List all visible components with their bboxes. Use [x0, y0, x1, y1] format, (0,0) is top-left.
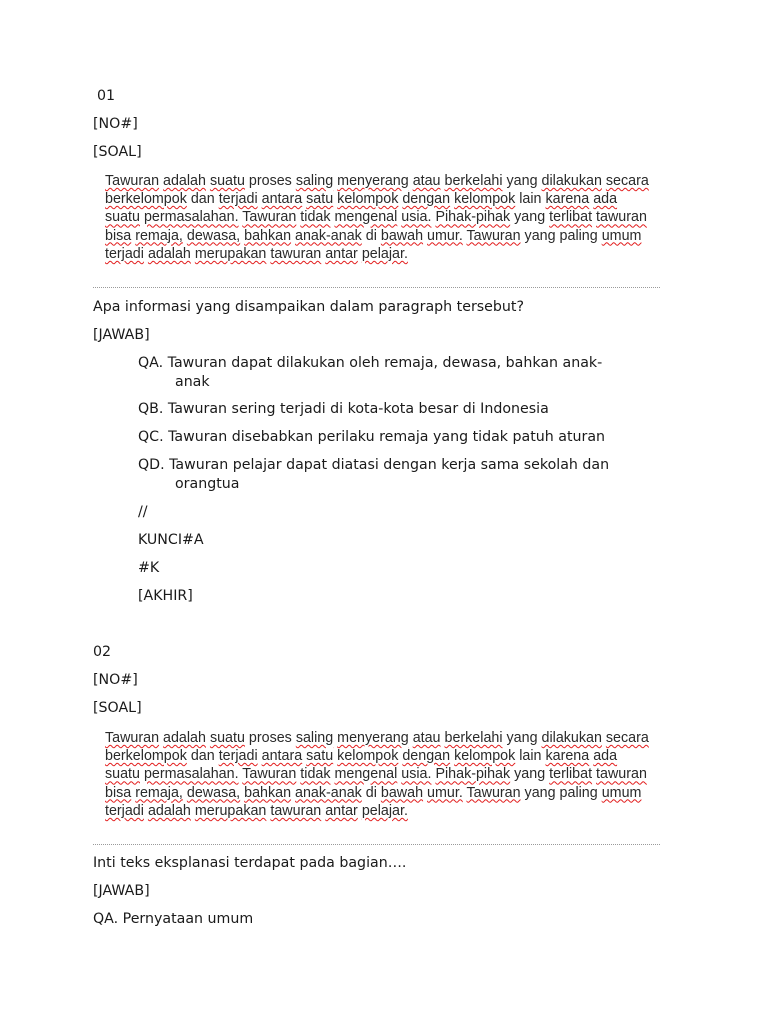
passage-word: suatu: [105, 766, 140, 783]
passage-text: [93, 729, 650, 820]
passage-word: Tawuran: [242, 766, 297, 783]
passage-word: Pihak-pihak: [435, 209, 511, 226]
no-tag: [NO#]: [93, 672, 138, 688]
question-text: Apa informasi yang disampaikan dalam paragraph tersebut?: [93, 299, 524, 315]
passage-word: kelompok: [337, 191, 399, 208]
passage-word: adalah: [163, 730, 206, 746]
passage-word: anak-anak: [295, 227, 362, 244]
passage-word: terjadi: [218, 748, 258, 765]
passage-word: tidak: [300, 766, 331, 783]
jawab-tag: [JAWAB]: [93, 327, 150, 343]
passage-word: suatu: [209, 173, 245, 189]
option-text: QB. Tawuran sering terjadi di kota-kota besar di Indonesia: [138, 401, 549, 417]
passage-word: dilakukan: [541, 730, 602, 746]
passage-word: Tawuran: [105, 730, 160, 746]
passage-word: umum: [601, 227, 642, 244]
passage-word: kelompok: [454, 191, 516, 208]
passage-word: dan: [190, 191, 215, 208]
jawab-tag: [JAWAB]: [93, 883, 150, 899]
option-b: [138, 400, 678, 419]
passage-word: usia.: [401, 766, 432, 783]
passage-word: yang: [514, 209, 546, 226]
passage-word: lain: [519, 748, 542, 765]
passage-word: ada: [593, 748, 618, 765]
passage-word: terlibat: [549, 209, 593, 226]
passage-word: dilakukan: [541, 173, 602, 189]
passage-word: bawah: [380, 227, 424, 244]
passage-word: Tawuran: [466, 784, 521, 801]
passage-word: terlibat: [549, 766, 593, 783]
passage-word: Tawuran: [242, 209, 297, 226]
option-text-continued: anak: [175, 374, 210, 390]
option-text: QC. Tawuran disebabkan perilaku remaja yang tidak patuh aturan: [138, 429, 606, 445]
passage-word: kelompok: [454, 748, 516, 765]
passage-word: berkelahi: [444, 173, 503, 189]
passage-word: bawah: [380, 784, 424, 801]
passage-word: atau: [412, 173, 441, 189]
passage-word: dengan: [402, 748, 451, 765]
passage-word: tidak: [300, 209, 331, 226]
passage-word: yang: [524, 784, 556, 801]
passage-word: secara: [605, 173, 649, 189]
passage-word: antara: [261, 748, 303, 765]
passage-word: usia.: [401, 209, 432, 226]
passage-word: permasalahan.: [143, 766, 239, 783]
passage-word: remaja,: [135, 227, 183, 244]
passage-word: permasalahan.: [143, 209, 239, 226]
passage-word: remaja,: [135, 784, 183, 801]
passage-word: kelompok: [337, 748, 399, 765]
option-d: [138, 456, 678, 494]
no-tag: [NO#]: [93, 116, 138, 132]
passage-word: karena: [545, 748, 590, 765]
passage-word: Tawuran: [105, 173, 160, 189]
passage-word: saling: [295, 730, 334, 746]
question-text: Inti teks eksplanasi terdapat pada bagian….: [93, 855, 407, 871]
passage-word: antar: [325, 802, 358, 819]
soal-tag: [SOAL]: [93, 144, 142, 160]
passage-word: satu: [306, 191, 334, 208]
passage-word: pelajar.: [361, 802, 408, 819]
passage-word: tawuran: [270, 802, 322, 819]
option-c: [138, 428, 678, 447]
passage-word: antara: [261, 191, 303, 208]
passage-word: menyerang: [337, 730, 409, 746]
passage-word: saling: [295, 173, 334, 189]
passage-word: proses: [248, 173, 292, 189]
passage-word: adalah: [163, 173, 206, 189]
passage-word: Pihak-pihak: [435, 766, 511, 783]
passage-word: tawuran: [270, 245, 322, 262]
passage-word: bisa: [105, 784, 132, 801]
passage-word: bahkan: [244, 227, 292, 244]
passage-word: dengan: [402, 191, 451, 208]
option-text: QD. Tawuran pelajar dapat diatasi dengan kerja sama sekolah dan: [138, 457, 610, 473]
passage-word: mengenal: [334, 209, 398, 226]
passage-word: bisa: [105, 227, 132, 244]
passage-word: adalah: [147, 245, 191, 262]
passage-word: umur.: [427, 784, 463, 801]
passage-word: terjadi: [105, 802, 144, 819]
passage-word: lain: [519, 191, 542, 208]
passage-box: [93, 729, 660, 845]
soal-tag: [SOAL]: [93, 700, 142, 716]
passage-word: di: [365, 784, 377, 801]
question-number: 02: [93, 644, 112, 660]
passage-word: yang: [506, 173, 538, 189]
passage-word: satu: [306, 748, 334, 765]
passage-word: berkelompok: [105, 748, 187, 765]
passage-word: karena: [545, 191, 590, 208]
passage-word: suatu: [209, 730, 245, 746]
passage-word: terjadi: [105, 245, 144, 262]
passage-word: yang: [514, 766, 546, 783]
passage-box: [93, 172, 660, 288]
passage-word: umum: [601, 784, 642, 801]
passage-word: Tawuran: [466, 227, 521, 244]
question-number: 01: [97, 88, 116, 104]
passage-word: berkelompok: [105, 191, 187, 208]
option-text-continued: orangtua: [175, 476, 240, 492]
passage-word: terjadi: [218, 191, 258, 208]
passage-word: dewasa,: [186, 227, 241, 244]
passage-word: anak-anak: [295, 784, 362, 801]
passage-word: pelajar.: [361, 245, 408, 262]
answer-key: KUNCI#A: [138, 532, 204, 548]
passage-word: umur.: [427, 227, 463, 244]
passage-word: atau: [412, 730, 441, 746]
k-tag: #K: [138, 560, 160, 576]
passage-word: tawuran: [596, 766, 647, 783]
option-a: [138, 354, 678, 392]
passage-word: antar: [325, 245, 358, 262]
passage-word: secara: [605, 730, 649, 746]
passage-word: proses: [248, 730, 292, 746]
passage-word: bahkan: [244, 784, 292, 801]
passage-word: ada: [593, 191, 618, 208]
passage-word: yang: [524, 227, 556, 244]
separator: //: [138, 504, 148, 520]
passage-word: adalah: [147, 802, 191, 819]
passage-word: paling: [559, 227, 598, 244]
passage-word: yang: [506, 730, 538, 746]
passage-word: merupakan: [194, 245, 267, 262]
passage-word: dan: [190, 748, 215, 765]
passage-text: [93, 172, 650, 263]
passage-word: berkelahi: [444, 730, 503, 746]
passage-word: paling: [559, 784, 598, 801]
passage-word: di: [365, 227, 377, 244]
passage-word: dewasa,: [186, 784, 241, 801]
passage-word: menyerang: [337, 173, 409, 189]
passage-word: tawuran: [596, 209, 647, 226]
passage-word: suatu: [105, 209, 140, 226]
option-a: QA. Pernyataan umum: [93, 911, 254, 927]
option-text: QA. Tawuran dapat dilakukan oleh remaja, dewasa, bahkan anak-: [138, 355, 603, 371]
passage-word: mengenal: [334, 766, 398, 783]
passage-word: merupakan: [194, 802, 267, 819]
end-tag: [AKHIR]: [138, 588, 193, 604]
